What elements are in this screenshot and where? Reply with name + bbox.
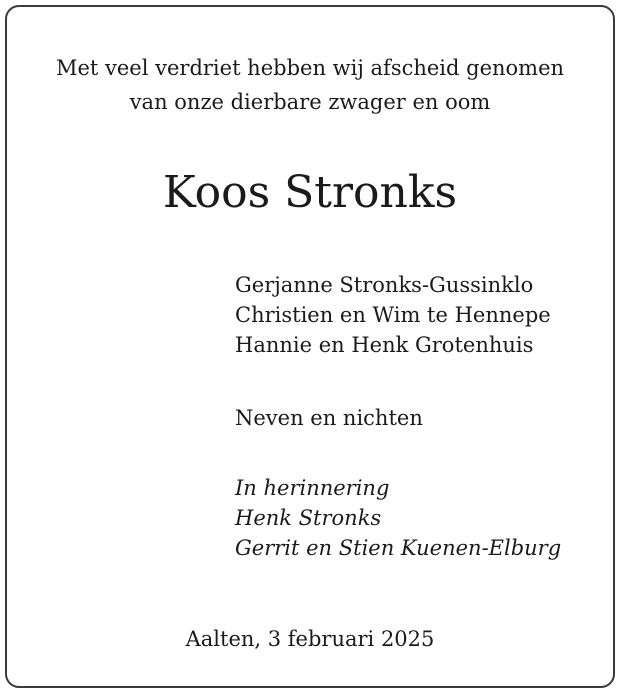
family-list xyxy=(235,270,551,360)
in-memory-name: Henk Stronks xyxy=(235,506,382,530)
cousins-line: Neven en nichten xyxy=(235,406,423,430)
family-member: Christien en Wim te Hennepe xyxy=(235,303,551,327)
intro-text xyxy=(7,51,613,119)
in-memory-name: Gerrit en Stien Kuenen-Elburg xyxy=(235,536,562,560)
in-memory-heading: In herinnering xyxy=(235,476,390,500)
intro-line-1: Met veel verdriet hebben wij afscheid genomen xyxy=(55,56,565,80)
intro-line-2: van onze dierbare zwager en oom xyxy=(129,90,491,114)
place-date: Aalten, 3 februari 2025 xyxy=(185,627,435,651)
family-member: Hannie en Henk Grotenhuis xyxy=(235,333,534,357)
obituary-card xyxy=(5,5,615,688)
in-memory-block xyxy=(235,473,561,563)
deceased-name: Koos Stronks xyxy=(162,167,458,218)
family-member: Gerjanne Stronks-Gussinklo xyxy=(235,273,534,297)
